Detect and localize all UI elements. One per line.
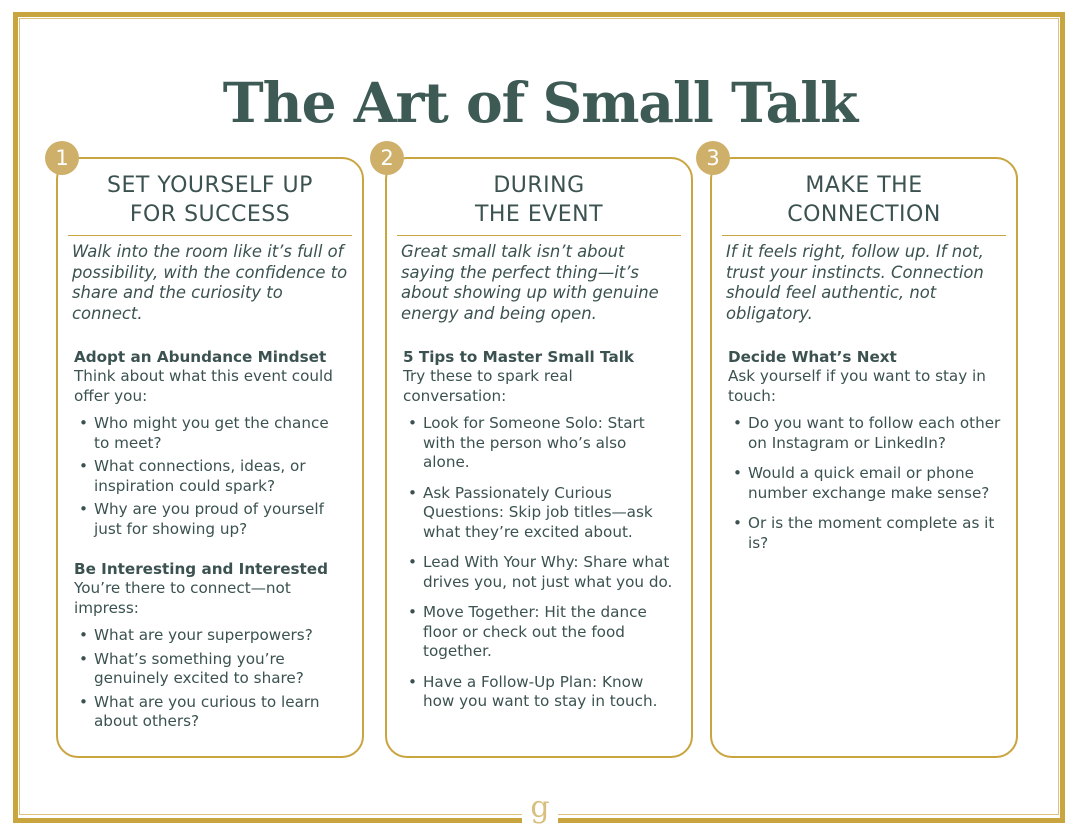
section-description: Think about what this event could offer you: bbox=[74, 367, 333, 405]
bullet-item: • Lead With Your Why: Share what drives you, not just what you do. bbox=[403, 553, 677, 592]
page-title: The Art of Small Talk bbox=[222, 70, 858, 135]
bullet-item: • Do you want to follow each other on Instagram or LinkedIn? bbox=[728, 414, 1002, 453]
brand-logo: g bbox=[522, 788, 558, 828]
card-make-the-connection bbox=[710, 157, 1018, 758]
section-title: Adopt an Abundance Mindset bbox=[74, 348, 327, 366]
bullet-item: • What connections, ideas, or inspiration could spark? bbox=[74, 457, 348, 496]
section bbox=[728, 347, 1002, 553]
section-title: Be Interesting and Interested bbox=[74, 560, 328, 578]
card-set-yourself-up bbox=[56, 157, 364, 758]
section-title: Decide What’s Next bbox=[728, 348, 897, 366]
card-heading-line1: SET YOURSELF UP bbox=[107, 173, 313, 198]
bullet-item: • What’s something you’re genuinely excited to share? bbox=[74, 650, 348, 689]
card-intro: If it feels right, follow up. If not, trust your instincts. Connection should feel authentic, not obligatory. bbox=[726, 242, 984, 323]
bullet-item: • Have a Follow-Up Plan: Know how you want to stay in touch. bbox=[403, 673, 677, 712]
bullet-list bbox=[74, 414, 348, 539]
bullet-item: • What are you curious to learn about others? bbox=[74, 693, 348, 732]
card-heading-line1: DURING bbox=[493, 173, 585, 198]
step-number-badge: 1 bbox=[45, 141, 79, 175]
bullet-item: • Look for Someone Solo: Start with the person who’s also alone. bbox=[403, 414, 677, 473]
section-title: 5 Tips to Master Small Talk bbox=[403, 348, 635, 366]
card-heading bbox=[722, 171, 1006, 236]
card-intro: Walk into the room like it’s full of possibility, with the confidence to share and the curiosity to connect. bbox=[72, 242, 348, 323]
bullet-list bbox=[74, 626, 348, 732]
card-heading-line1: MAKE THE bbox=[805, 173, 923, 198]
bullet-item: • Who might you get the chance to meet? bbox=[74, 414, 348, 453]
card-heading bbox=[68, 171, 352, 236]
section-description: Try these to spark real conversation: bbox=[403, 367, 573, 405]
section-description: Ask yourself if you want to stay in touch: bbox=[728, 367, 986, 405]
bullet-list bbox=[403, 414, 677, 712]
bullet-list bbox=[728, 414, 1002, 553]
section-description: You’re there to connect—not impress: bbox=[74, 579, 291, 617]
step-number-badge: 3 bbox=[696, 141, 730, 175]
bullet-item: • Move Together: Hit the dance floor or check out the food together. bbox=[403, 603, 677, 662]
section bbox=[74, 559, 348, 732]
bullet-item: • Ask Passionately Curious Questions: Skip job titles—ask what they’re excited about. bbox=[403, 484, 677, 543]
card-heading-line2: FOR SUCCESS bbox=[129, 202, 291, 227]
step-number-badge: 2 bbox=[370, 141, 404, 175]
bullet-item: • Why are you proud of yourself just for showing up? bbox=[74, 500, 348, 539]
card-heading-line2: CONNECTION bbox=[787, 202, 941, 227]
section bbox=[403, 347, 677, 712]
card-during-the-event bbox=[385, 157, 693, 758]
card-heading-line2: THE EVENT bbox=[474, 202, 604, 227]
bullet-item: • What are your superpowers? bbox=[74, 626, 348, 646]
section bbox=[74, 347, 348, 539]
bullet-item: • Or is the moment complete as it is? bbox=[728, 514, 1002, 553]
card-intro: Great small talk isn’t about saying the perfect thing—it’s about showing up with genuine energy and being open. bbox=[401, 242, 659, 323]
card-heading bbox=[397, 171, 681, 236]
bullet-item: • Would a quick email or phone number exchange make sense? bbox=[728, 464, 1002, 503]
